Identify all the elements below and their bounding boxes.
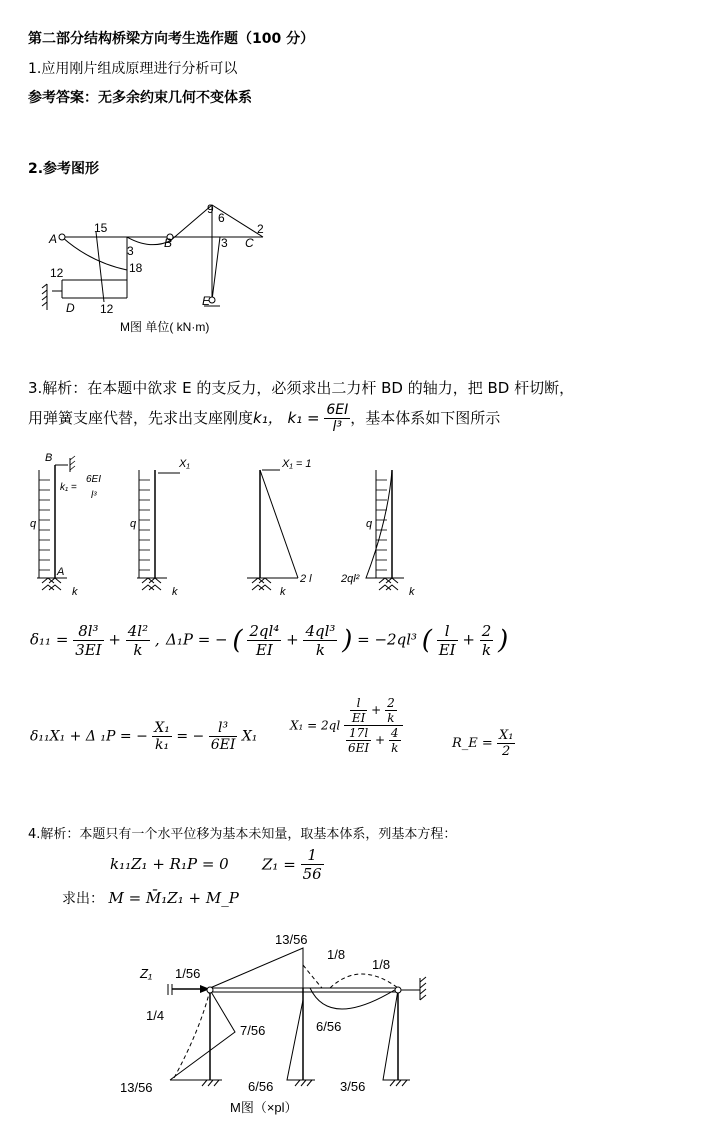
eq4-d1-num: 17l <box>346 726 371 741</box>
fig4-1-4: 1/4 <box>146 1008 165 1023</box>
eq2-d-den: k <box>481 641 492 659</box>
fig2-val-9: 9 <box>207 202 214 216</box>
fig3-k1-den: l³ <box>91 490 97 501</box>
eq2-d-num: 2 <box>481 622 492 640</box>
fig3-2ql2: 2ql² <box>341 573 360 585</box>
eq4-n2-den: k <box>387 711 395 725</box>
fig2-val-18: 18 <box>129 261 143 275</box>
fig3-q-4: q <box>366 518 373 530</box>
fig4-1-8-b: 1/8 <box>372 957 391 972</box>
q3-k-num: 6EI <box>326 402 349 418</box>
fig4-13-56-top: 13/56 <box>275 932 308 947</box>
eq4-lhs: X₁ = 2ql <box>290 718 341 733</box>
eq4-dplus: + <box>375 733 386 747</box>
fig3-k-3: k <box>280 586 286 598</box>
q3-line2-b: ，基本体系如下图所示 <box>350 409 501 427</box>
q2-title: 2.参考图形 <box>28 161 100 177</box>
fig2-caption: M图 单位( kN·m) <box>120 320 210 334</box>
eq-delta1p: Δ₁P = − ( $\frac{\text{2ql⁴}}{EI}$ + $\frac{\text{4ql³}}{k}$ ) = −2ql³ ( $\frac{l}{EI}$ + $\frac{2}{k}$ ) <box>166 622 509 659</box>
q3-k-eq: k₁ = <box>287 409 320 427</box>
fig2-val-3a: 3 <box>127 244 134 258</box>
eq2-plus: + <box>286 630 299 649</box>
fig3-q-1: q <box>30 518 37 530</box>
fig3-k-1: k <box>72 586 78 598</box>
fig4-6-56-bottom: 6/56 <box>248 1079 274 1094</box>
eq2-a-num: 2ql⁴ <box>249 622 280 640</box>
eq1-t1-num: 8l³ <box>73 622 103 641</box>
eq1-t1-den: 3EI <box>75 641 102 659</box>
eq1-plus: + <box>108 630 121 649</box>
fig4-13-56-bottom: 13/56 <box>120 1080 153 1095</box>
fig2-val-3b: 3 <box>221 236 228 250</box>
q4-z1-num: 1 <box>301 846 324 865</box>
fig3-q-2: q <box>130 518 137 530</box>
q3-line1: 3.解析：在本题中欲求 E 的支反力，必须求出二力杆 BD 的轴力，把 BD 杆切断， <box>28 379 575 397</box>
fig2-label-e: E <box>202 294 211 308</box>
eq2-b-den: k <box>315 641 325 659</box>
fig3-label-a: A <box>57 566 65 578</box>
fig2-label-b: B <box>164 236 173 250</box>
eq4-n1-den: EI <box>351 711 366 725</box>
eq3-mid: = − <box>176 728 205 745</box>
fig2-label-a: A <box>49 232 58 246</box>
fig4-1-8-a: 1/8 <box>327 947 346 962</box>
q1-text: 1.应用刚片组成原理进行分析可以 <box>28 61 238 77</box>
fig2-val-6: 6 <box>218 211 225 225</box>
fig3-k1-num: 6EI <box>86 474 102 485</box>
eq3-tail: X₁ <box>241 728 258 745</box>
q4-eq1: k₁₁Z₁ + R₁P = 0 <box>110 855 229 873</box>
eq5-den: 2 <box>502 744 511 759</box>
fig3-k1-eq: k₁ = <box>60 482 77 493</box>
fig2-val-12a: 12 <box>50 266 64 280</box>
eq3-lhs: δ₁₁X₁ + Δ ₁P = − <box>30 728 148 745</box>
eq3-b-num: l³ <box>209 720 238 737</box>
eq2-c-num: l <box>437 622 458 641</box>
q3-line2-a: 用弹簧支座代替，先求出支座刚度 <box>28 409 254 427</box>
fig3-x1eq: X₁ = 1 <box>282 458 312 470</box>
q4-solve-eq: M = M̄₁Z₁ + M_P <box>108 889 239 907</box>
fig4-caption: M图（×pl） <box>230 1100 298 1115</box>
eq5-lhs: R_E = <box>452 736 493 751</box>
q3-k-den: l³ <box>332 419 343 435</box>
q4-z1-lhs: Z₁ = <box>262 855 296 874</box>
eq1-lhs: δ₁₁ = <box>30 630 69 649</box>
fig3-x1: X₁ <box>179 458 190 470</box>
eq4-n1-num: l <box>350 696 368 711</box>
fig2-label-d: D <box>66 301 75 315</box>
eq4-d2-den: k <box>391 741 399 755</box>
eq3-b-den: 6EI <box>210 737 236 753</box>
eq4-d2-num: 4 <box>390 726 399 740</box>
eq2-lhs: Δ₁P = − <box>166 630 228 649</box>
fig3-k-2: k <box>172 586 178 598</box>
eq1-t2-num: 4l² <box>127 622 149 640</box>
eq5-num: X₁ <box>498 728 514 743</box>
eq3-a-num: X₁ <box>154 720 170 736</box>
eq2-a-den: EI <box>255 641 273 659</box>
fig4-z1: Z₁ <box>140 966 153 981</box>
eq2-b-num: 4ql³ <box>305 622 336 640</box>
fig3-2l: 2 l <box>300 573 312 585</box>
eq4-nplus: + <box>371 703 382 717</box>
fig4-1-56: 1/56 <box>175 966 201 981</box>
eq3-a-den: k₁ <box>155 737 170 753</box>
fig3-label-b: B <box>45 452 53 464</box>
q3-line2-k: k₁， <box>253 409 283 427</box>
q1-answer: 参考答案：无多余约束几何不变体系 <box>28 90 252 106</box>
eq2-c-den: EI <box>438 641 456 659</box>
eq1-comma: , <box>154 630 160 649</box>
section-title: 第二部分结构桥梁方向考生选作题（100 分） <box>28 31 315 47</box>
fig2-val-12b: 12 <box>100 302 114 316</box>
q4-z1-den: 56 <box>302 865 322 883</box>
fig2-val-15: 15 <box>94 221 108 235</box>
eq4-n2-num: 2 <box>387 696 395 710</box>
fig2-label-c: C <box>245 236 254 250</box>
eq2-mid: = −2ql³ <box>357 630 418 649</box>
eq4-d1-den: 6EI <box>348 741 370 755</box>
fig4-7-56: 7/56 <box>240 1023 266 1038</box>
fig3-k-4: k <box>409 586 415 598</box>
fig4-6-56-mid: 6/56 <box>316 1019 342 1034</box>
q4-solve-label: 求出： <box>62 891 104 907</box>
eq1-t2-den: k <box>133 641 143 659</box>
fig4-3-56: 3/56 <box>340 1079 366 1094</box>
q4-line1: 4.解析：本题只有一个水平位移为基本未知量，取基本体系，列基本方程： <box>28 827 457 842</box>
fig2-val-2: 2 <box>257 222 264 236</box>
